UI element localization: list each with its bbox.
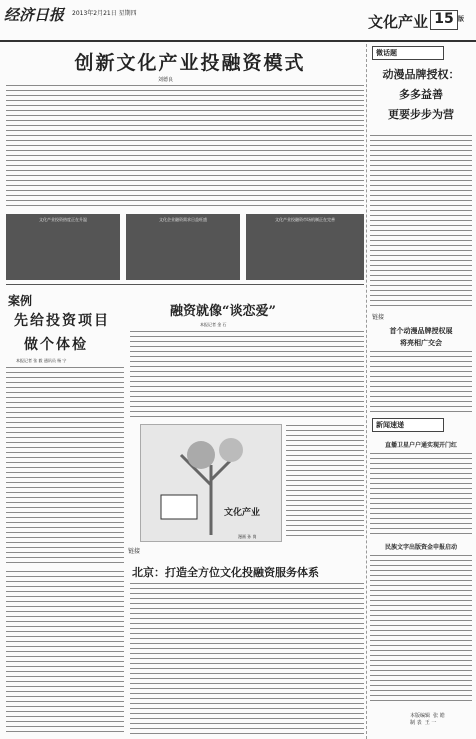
brief-title-1: 直播卫星户户通实现开门红 [384,442,457,449]
section-divider [6,284,364,285]
case-headline-2: 做个体检 [24,337,88,353]
sidebar-title-2: 多多益善 [399,88,443,101]
chart-1-title: 文化产业投资热度正在升温 [39,217,87,222]
case-tag: 案例 [8,294,33,308]
editors-credit: 本版编辑 张 皓 制 表 王 一 [410,713,445,726]
case-body [6,366,124,566]
chart-3-title: 文化产业投融资市场机制正在完善 [275,217,335,222]
brief-body-1 [370,452,472,538]
case-byline: 本报记者 张 毅 通讯员 杨 宁 [16,358,67,363]
chart-2 [126,214,240,280]
sidebar-topic-tag: 微话题 [372,46,444,60]
case-headline-1: 先给投资项目 [14,313,110,329]
link-tag: 链接 [128,548,141,555]
brief-body-2 [370,554,472,704]
sidebar-link-tag: 链接 [372,314,385,321]
chart-3 [246,214,364,280]
section-title: 文化产业 [368,13,429,31]
main-headline: 创新文化产业投融资模式 [74,52,306,74]
chart-2-title: 文化企业融资需求日益旺盛 [159,217,207,222]
issue-date: 2013年2月21日 星期四 [72,10,137,17]
page-number: 15 [430,10,458,30]
news-brief-tag: 新闻速递 [372,418,444,432]
link-headline: 北京：打造全方位文化投融资服务体系 [132,566,319,579]
feature-sign: 文化产业 [224,508,261,518]
link-body [130,582,364,736]
brief-title-2: 民族文字出版资金申报启动 [384,544,457,551]
feature-body [130,330,364,420]
chart-1 [6,214,120,280]
feature-body-2 [286,424,364,540]
case-body-2 [6,570,124,736]
sidebar-topic-body [370,134,472,308]
feature-byline: 本报记者 金 石 [200,322,227,327]
sidebar-news-title-2: 将亮相广交会 [400,338,442,347]
masthead: 经济日报 [4,6,65,24]
feature-illustration [140,424,282,542]
main-byline: 刘德良 [158,77,174,83]
illustration-graphic [141,425,281,541]
feature-headline: 融资就像“谈恋爱” [170,304,276,319]
sidebar-title-1: 动漫品牌授权： [382,68,460,81]
illustration-caption: 漫画 孙 岗 [238,534,257,539]
sidebar-news-body [370,350,472,412]
sidebar-title-3: 更要步步为营 [388,108,454,121]
sidebar-news-title-1: 首个动漫品牌授权展 [389,326,453,335]
edition-label: 版 [458,16,465,23]
main-article-body [6,84,364,210]
